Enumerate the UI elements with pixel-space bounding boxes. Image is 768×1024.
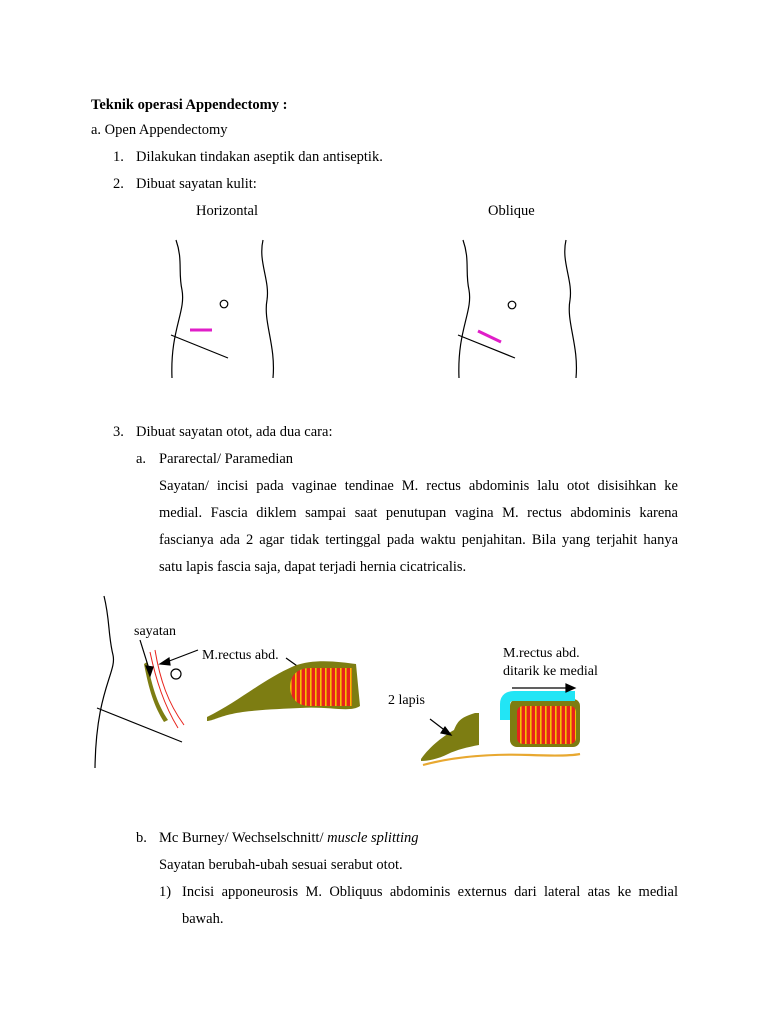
torso-left-contour	[95, 596, 114, 768]
fig2-arrow-2-lapis	[430, 719, 451, 735]
fig2-label-rectus-2-line2: ditarik ke medial	[503, 664, 598, 679]
fig1-label-horizontal: Horizontal	[196, 203, 259, 219]
fig2-label-sayatan: sayatan	[134, 624, 176, 639]
torso-right-contour	[565, 240, 577, 378]
torso-left-contour	[459, 240, 470, 378]
paragraph-line: fascianya ada 2 agar tidak tertinggal pada waktu penjahitan. Bila yang terjahit hanya	[159, 532, 678, 548]
umbilicus	[220, 300, 228, 308]
fig2-label-rectus-2-line1: M.rectus abd.	[503, 646, 580, 661]
fig2-fascia-left	[421, 713, 479, 761]
section-a-heading: a. Open Appendectomy	[91, 122, 228, 138]
oblique-incision-mark	[478, 331, 501, 342]
fig2-arrow-medial	[512, 684, 575, 692]
inguinal-line	[458, 335, 515, 358]
step-3-number: 3.	[113, 424, 124, 440]
fig2-rectus-muscle-retracted	[517, 706, 576, 744]
arrow-head	[160, 658, 170, 665]
paragraph-line: Sayatan/ incisi pada vaginae tendinae M. rectus abdominis lalu otot disisihkan ke	[159, 478, 678, 494]
paragraph-line: bawah.	[182, 911, 224, 927]
sub-b-letter: b.	[136, 830, 147, 846]
paragraph-line: medial. Fascia diklem sampai saat penutupan vagina M. rectus abdominis karena	[159, 505, 678, 521]
inguinal-line	[97, 708, 182, 742]
doc-title: Teknik operasi Appendectomy :	[91, 97, 288, 113]
fig2-torso	[95, 596, 182, 768]
step-1-number: 1.	[113, 149, 124, 165]
fig2-rectus-muscle	[290, 668, 352, 706]
fig1-horizontal-torso	[171, 240, 273, 378]
umbilicus	[508, 301, 516, 309]
torso-left-contour	[172, 240, 183, 378]
step-2-number: 2.	[113, 176, 124, 192]
paragraph-line: satu lapis fascia saja, dapat terjadi hernia cicatricalis.	[159, 559, 467, 575]
fig2-label-rectus: M.rectus abd.	[202, 648, 279, 663]
sub-a-letter: a.	[136, 451, 147, 467]
sub-b-line: Sayatan berubah-ubah sesuai serabut otot.	[159, 857, 403, 873]
paragraph-line: Incisi apponeurosis M. Obliquus abdominis externus dari lateral atas ke medial	[182, 884, 678, 900]
sub-b-heading-italic: muscle splitting	[327, 830, 419, 846]
fig1-oblique-torso	[458, 240, 576, 378]
fig2-label-2-lapis: 2 lapis	[388, 693, 425, 708]
step-2-text: Dibuat sayatan kulit:	[136, 176, 257, 192]
sub-b-item-1-number: 1)	[159, 884, 172, 900]
torso-right-contour	[262, 240, 274, 378]
sub-a-heading: Pararectal/ Paramedian	[159, 451, 294, 467]
step-3-text: Dibuat sayatan otot, ada dua cara:	[136, 424, 333, 440]
arrow-head	[566, 684, 575, 692]
sub-b-heading-plain: Mc Burney/ Wechselschnitt/	[159, 830, 328, 846]
fig2-fascia-line	[423, 754, 580, 765]
umbilicus	[171, 669, 181, 679]
step-1-text: Dilakukan tindakan aseptik dan antiseptik.	[136, 149, 383, 165]
inguinal-line	[171, 335, 228, 358]
fig1-label-oblique: Oblique	[488, 203, 535, 219]
